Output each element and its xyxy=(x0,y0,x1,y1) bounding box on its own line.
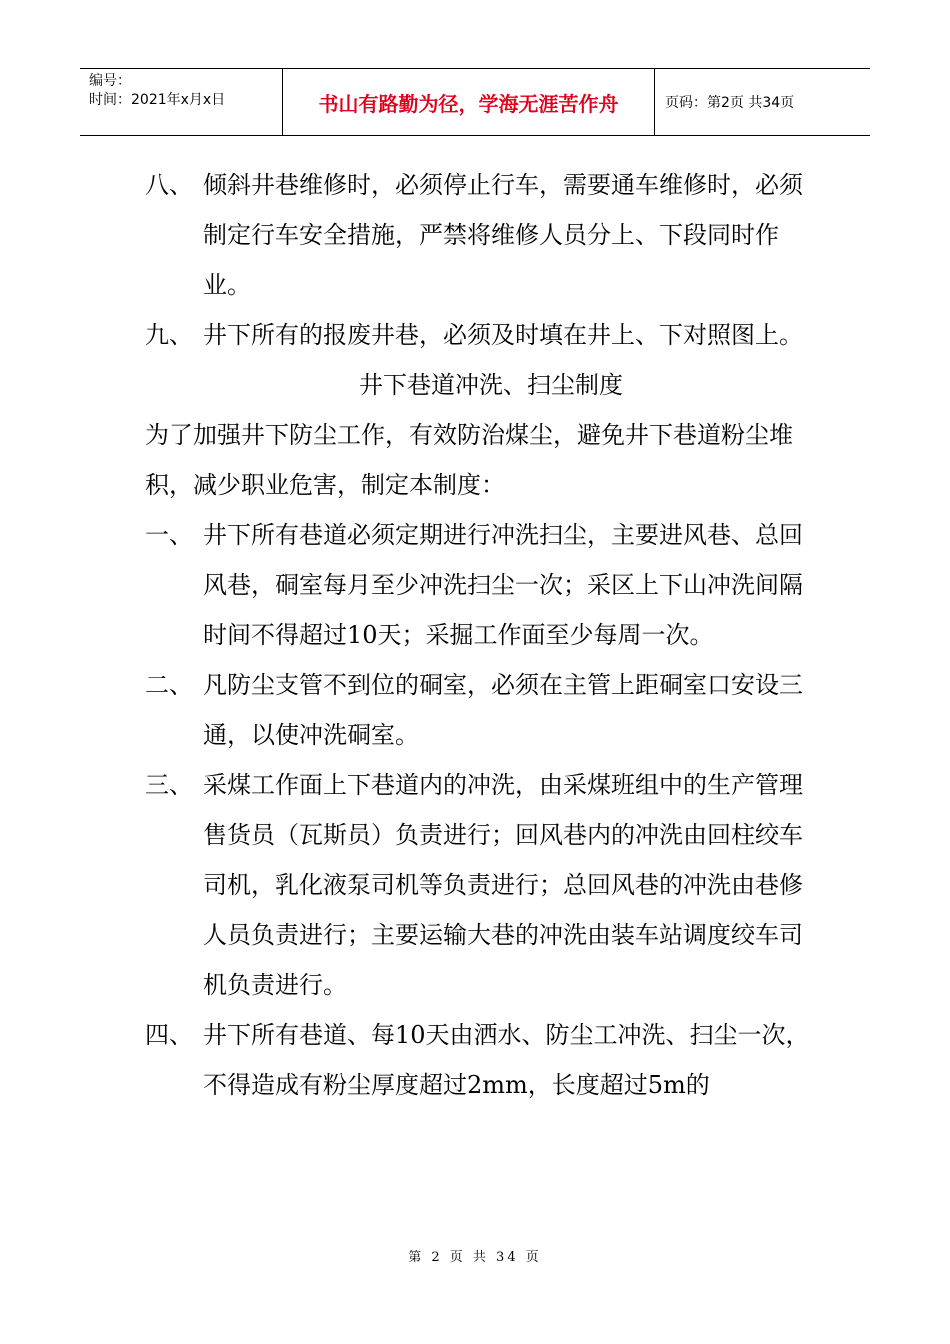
time-label: 时间：2021年x月x日 xyxy=(89,92,226,108)
section-title: 井下巷道冲洗、扫尘制度 xyxy=(359,371,623,399)
header-motto: 书山有路勤为径，学海无涯苦作舟 xyxy=(283,69,655,135)
item-number: 八、 xyxy=(145,171,193,199)
item-text: 倾斜井巷维修时，必须停止行车，需要通车维修时，必须制定行车安全措施，严禁将维修人员分上、下段同时作业。 xyxy=(203,171,803,299)
list-item xyxy=(145,760,825,1010)
item-text: 采煤工作面上下巷道内的冲洗，由采煤班组中的生产管理售货员（瓦斯员）负责进行；回风巷内的冲洗由回柱绞车司机，乳化液泵司机等负责进行；总回风巷的冲洗由巷修人员负责进行；主要运输大巷的冲洗由装车站调度绞车司机负责进行。 xyxy=(203,771,803,999)
item-number: 三、 xyxy=(145,771,193,799)
item-number: 四、 xyxy=(145,1021,193,1049)
list-item xyxy=(145,510,825,660)
item-text: 井下所有的报废井巷，必须及时填在井上、下对照图上。 xyxy=(203,321,803,349)
item-text: 凡防尘支管不到位的硐室，必须在主管上距硐室口安设三通，以使冲洗硐室。 xyxy=(203,671,803,749)
intro-paragraph: 为了加强井下防尘工作，有效防治煤尘，避免井下巷道粉尘堆积，减少职业危害，制定本制度： xyxy=(145,421,793,499)
list-item xyxy=(145,310,825,360)
document-body xyxy=(145,160,825,1110)
header-page-info: 页码：第2页 共34页 xyxy=(665,95,795,111)
number-label: 编号： xyxy=(89,73,131,89)
item-text: 井下所有巷道必须定期进行冲洗扫尘，主要进风巷、总回风巷，硐室每月至少冲洗扫尘一次；采区上下山冲洗间隔时间不得超过10天；采掘工作面至少每周一次。 xyxy=(203,521,803,649)
page-footer: 第 2 页 共 34 页 xyxy=(408,1250,542,1265)
list-item xyxy=(145,160,825,310)
item-number: 九、 xyxy=(145,321,193,349)
page-header xyxy=(80,68,870,136)
list-item xyxy=(145,660,825,760)
item-number: 二、 xyxy=(145,671,193,699)
header-meta xyxy=(80,69,283,135)
list-item xyxy=(145,1010,825,1110)
item-number: 一、 xyxy=(145,521,193,549)
item-text: 井下所有巷道、每10天由洒水、防尘工冲洗、扫尘一次，不得造成有粉尘厚度超过2mm，长度超过5m的 xyxy=(203,1021,810,1099)
